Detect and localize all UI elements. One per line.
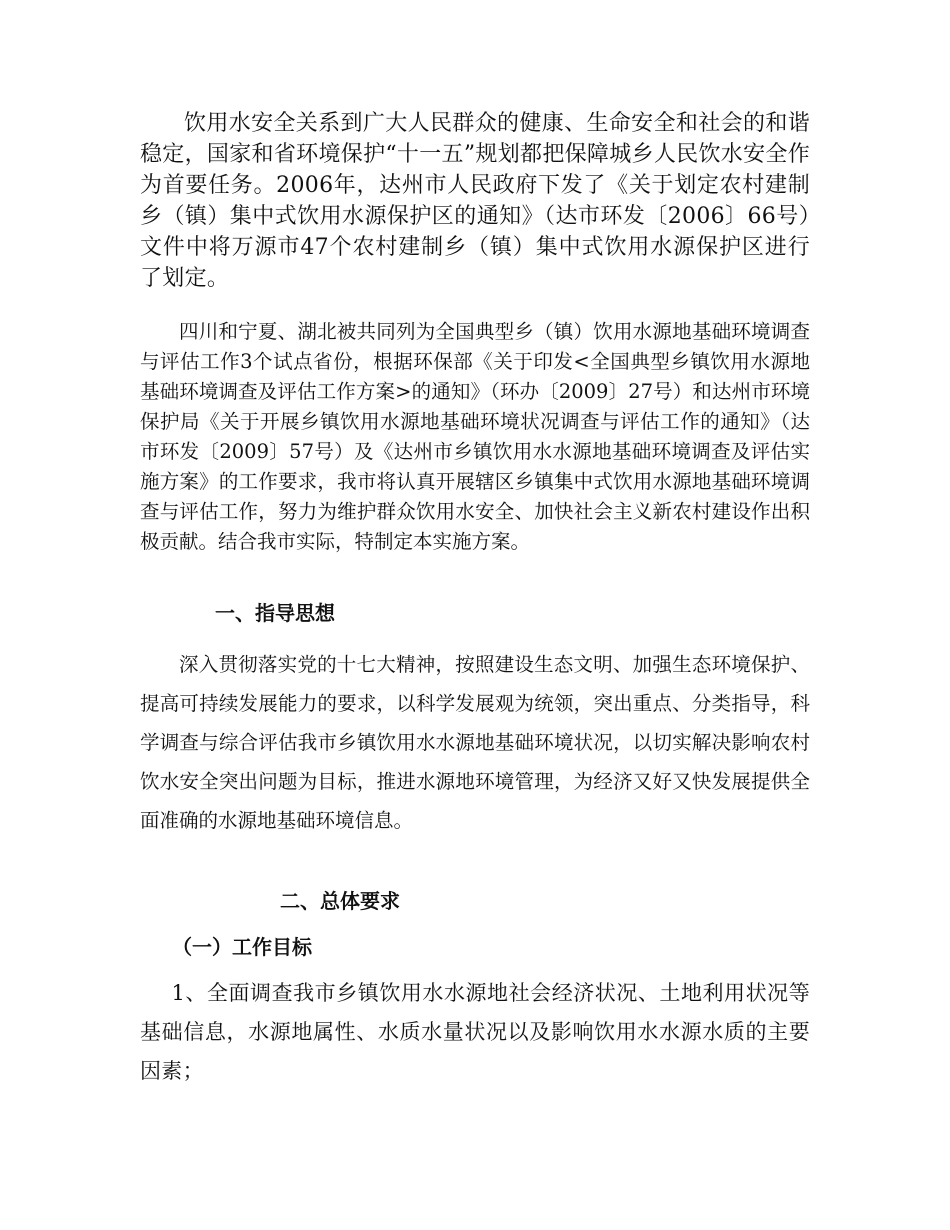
- section-heading-guiding-ideology: 一、指导思想: [215, 601, 335, 625]
- guiding-ideology-paragraph: 深入贯彻落实党的十七大精神，按照建设生态文明、加强生态环境保护、提高可持续发展能力的要求，以科学发展观为统领，突出重点、分类指导，科学调查与综合评估我市乡镇饮用水水源地基础环境状况，以切实解决影响农村饮水安全突出问题为目标，推进水源地环境管理，为经济又好又快发展提供全面准确的水源地基础环境信息。: [140, 653, 810, 832]
- intro-paragraph: 饮用水安全关系到广大人民群众的健康、生命安全和社会的和谐稳定，国家和省环境保护“十一五”规划都把保障城乡人民饮水安全作为首要任务。2006年，达州市人民政府下发了《关于划定农村建制乡（镇）集中式饮用水源保护区的通知》（达市环发〔2006〕66号）文件中将万源市47个农村建制乡（镇）集中式饮用水源保护区进行了划定。: [140, 111, 810, 291]
- subsection-heading-work-goals: （一）工作目标: [172, 935, 312, 959]
- work-goal-item-1: 1、全面调查我市乡镇饮用水水源地社会经济状况、土地利用状况等基础信息，水源地属性、水质水量状况以及影响饮用水水源水质的主要因素；: [140, 981, 810, 1083]
- section-heading-general-requirements: 二、总体要求: [280, 889, 400, 913]
- background-paragraph: 四川和宁夏、湖北被共同列为全国典型乡（镇）饮用水源地基础环境调查与评估工作3个试点省份，根据环保部《关于印发<全国典型乡镇饮用水源地基础环境调查及评估工作方案>的通知》（环办〔2009〕27号）和达州市环境保护局《关于开展乡镇饮用水源地基础环境状况调查与评估工作的通知》（达市环发〔2009〕57号）及《达州市乡镇饮用水水源地基础环境调查及评估实施方案》的工作要求，我市将认真开展辖区乡镇集中式饮用水源地基础环境调查与评估工作，努力为维护群众饮用水安全、加快社会主义新农村建设作出积极贡献。结合我市实际，特制定本实施方案。: [140, 320, 810, 553]
